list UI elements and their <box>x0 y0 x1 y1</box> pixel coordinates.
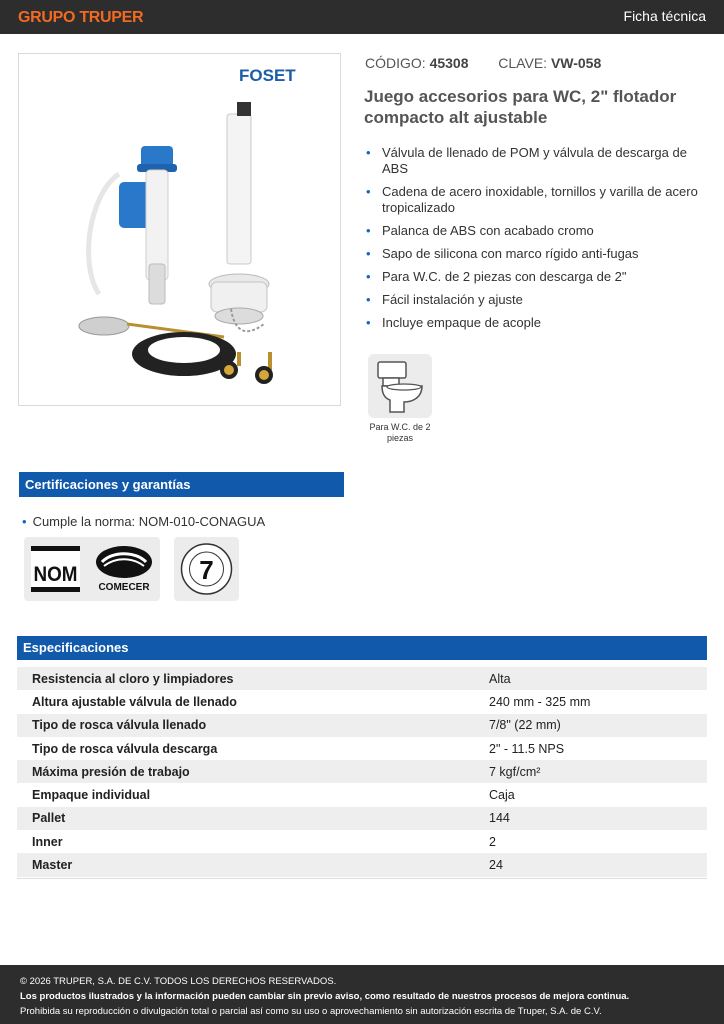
comecer-logo-text: COMECER <box>98 582 150 593</box>
feature-list <box>366 145 706 338</box>
warranty-7-years-seal <box>174 537 239 601</box>
table-row <box>17 737 707 760</box>
spec-value: 2 <box>489 834 496 849</box>
toilet-two-piece-icon <box>368 354 432 418</box>
product-codes <box>365 55 601 71</box>
product-title: Juego accesorios para WC, 2" flotador compacto alt ajustable <box>364 87 677 127</box>
certifications-heading: Certificaciones y garantías <box>19 472 344 497</box>
feature-item: • Cadena de acero inoxidable, tornillos y varilla de acero tropicalizado <box>366 184 706 216</box>
warranty-years: 7 <box>199 555 214 585</box>
codigo-label: CÓDIGO: <box>365 55 426 71</box>
spec-value: 7 kgf/cm² <box>489 764 541 779</box>
spec-label: Master <box>32 858 73 873</box>
table-row <box>17 807 707 830</box>
spec-value: 24 <box>489 858 503 873</box>
table-row <box>17 853 707 876</box>
specifications-table <box>17 667 707 877</box>
spec-label: Tipo de rosca válvula llenado <box>32 718 207 733</box>
brand-logo: GRUPO TRUPER <box>18 9 144 26</box>
spec-value: 144 <box>489 811 510 826</box>
spec-label: Inner <box>32 834 63 849</box>
spec-label: Empaque individual <box>32 788 151 803</box>
spec-label: Máxima presión de trabajo <box>32 764 190 779</box>
top-header-bar <box>0 0 724 34</box>
feature-item: • Incluye empaque de acople <box>366 315 706 331</box>
spec-label: Tipo de rosca válvula descarga <box>32 741 218 756</box>
spec-value: 2" - 11.5 NPS <box>489 741 565 756</box>
nom-comecer-logos <box>24 537 160 601</box>
table-row <box>17 830 707 853</box>
footer-copyright: © 2026 TRUPER, S.A. DE C.V. TODOS LOS DERECHOS RESERVADOS. <box>20 976 337 987</box>
footer <box>0 965 724 1024</box>
usage-caption: Para W.C. de 2 piezas <box>369 422 431 443</box>
spec-value: Alta <box>489 671 511 686</box>
table-divider <box>17 878 707 879</box>
table-row <box>17 690 707 713</box>
bullet-icon: • <box>22 514 27 529</box>
spec-label: Pallet <box>32 811 66 826</box>
feature-item: • Para W.C. de 2 piezas con descarga de 2" <box>366 269 706 285</box>
spec-label: Resistencia al cloro y limpiadores <box>32 671 234 686</box>
foset-logo: FOSET <box>239 66 296 85</box>
feature-item: • Palanca de ABS con acabado cromo <box>366 223 706 239</box>
footer-notice: Los productos ilustrados y la información pueden cambiar sin previo aviso, como resultado de nuestros procesos de mejora continua. <box>20 991 630 1002</box>
spec-value: 7/8" (22 mm) <box>489 718 561 733</box>
spec-value: 240 mm - 325 mm <box>489 694 591 709</box>
nom-logo-text: NOM <box>33 563 78 586</box>
product-image <box>18 53 341 406</box>
norm-text: Cumple la norma: NOM-010-CONAGUA <box>32 514 266 529</box>
clave-label: CLAVE: <box>498 55 548 71</box>
feature-item: • Fácil instalación y ajuste <box>366 292 706 308</box>
norm-item <box>22 514 265 529</box>
spec-value: Caja <box>489 788 515 803</box>
comecer-logo <box>96 546 152 593</box>
feature-item: • Válvula de llenado de POM y válvula de descarga de ABS <box>366 145 706 177</box>
spec-label: Altura ajustable válvula de llenado <box>32 694 237 709</box>
footer-prohibition: Prohibida su reproducción o divulgación total o parcial así como su uso o aprovechamiento sin autorización escrita de Truper, S.A. de C.V. <box>20 1006 602 1017</box>
table-row <box>17 760 707 783</box>
table-row <box>17 783 707 806</box>
document-type-label: Ficha técnica <box>623 8 706 24</box>
table-row <box>17 714 707 737</box>
codigo-value: 45308 <box>429 55 469 71</box>
clave-value: VW-058 <box>550 55 602 71</box>
feature-item: • Sapo de silicona con marco rígido anti-fugas <box>366 246 706 262</box>
table-row <box>17 667 707 690</box>
specifications-heading: Especificaciones <box>17 636 707 660</box>
